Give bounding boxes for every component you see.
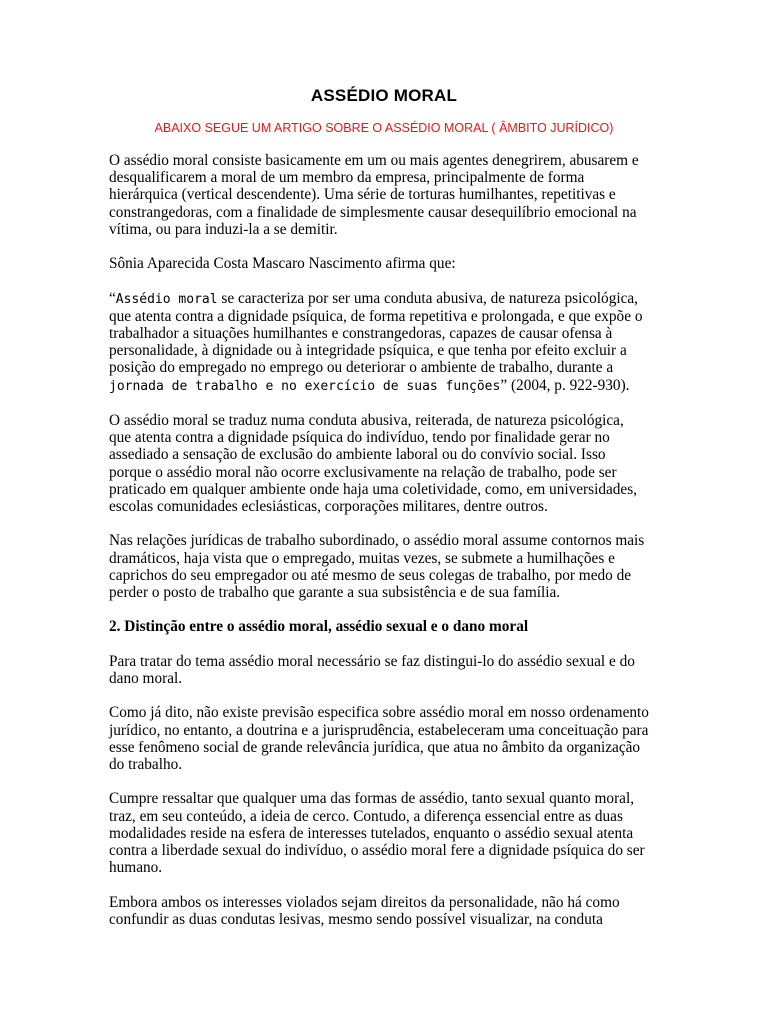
quote-close: ” (2004, p. 922-930).: [500, 376, 630, 394]
paragraph-difference: Cumpre ressaltar que qualquer uma das formas de assédio, tanto sexual quanto moral, traz, em seu conteúdo, a ideia de cerco. Contudo, a diferença essencial entre as duas modalidades reside na esfera de interesses tutelados, enquanto o assédio sexual atenta contra a liberdade sexual do indivíduo, o assédio moral fere a dignidade psíquica do ser humano.: [109, 790, 645, 877]
paragraph-legal-framework: Como já dito, não existe previsão especifica sobre assédio moral em nosso ordenamento jurídico, no entanto, a doutrina e a jurisprudência, estabeleceram uma conceituação para esse fenômeno social de grande relevância jurídica, que atua no âmbito da organização do trabalho.: [109, 704, 649, 773]
quote-body: se caracteriza por ser uma conduta abusiva, de natureza psicológica, que atenta contra a dignidade psíquica, de forma repetitiva e prolongada, e que expõe o trabalhador a situações humilhantes e constrangedoras, capazes de causar ofensa à personalidade, à dignidade ou à integridade psíquica, e que tenha por efeito excluir a posição do empregado no emprego ou deteriorar o ambiente de trabalho, durante a: [109, 289, 643, 377]
paragraph-distinguish: Para tratar do tema assédio moral necessário se faz distingui-lo do assédio sexual e do dano moral.: [109, 652, 635, 687]
document-subtitle: ABAIXO SEGUE UM ARTIGO SOBRE O ASSÉDIO MORAL ( ÂMBITO JURÍDICO): [154, 121, 614, 135]
section-heading: 2. Distinção entre o assédio moral, assédio sexual e o dano moral: [109, 618, 529, 636]
paragraph-personality-rights: Embora ambos os interesses violados sejam direitos da personalidade, não há como confundir as duas condutas lesivas, mesmo sendo possível visualizar, na conduta: [109, 893, 620, 928]
quote-lead: Assédio moral: [115, 291, 218, 307]
paragraph-citation-intro: Sônia Aparecida Costa Mascaro Nascimento afirma que:: [109, 255, 456, 273]
paragraph-conduct: O assédio moral se traduz numa conduta abusiva, reiterada, de natureza psicológica, que atenta contra a dignidade psíquica do indivíduo, tendo por finalidade gerar no assediado a sensação de exclusão do ambiente laboral ou do convívio social. Isso porque o assédio moral não ocorre exclusivamente na relação de trabalho, pode ser praticado em qualquer ambiente onde haja uma coletividade, como, em universidades, escolas comunidades eclesiásticas, corporações militares, dentre outros.: [109, 412, 637, 516]
paragraph-labor-relations: Nas relações jurídicas de trabalho subordinado, o assédio moral assume contornos mais dramáticos, haja vista que o empregado, muitas vezes, se submete a humilhações e caprichos do seu empregador ou até mesmo de seus colegas de trabalho, por medo de perder o posto de trabalho que garante a sua subsistência e de sua família.: [109, 532, 645, 602]
quote-open: “: [109, 289, 116, 307]
quote-tail: jornada de trabalho e no exercício de suas funções: [109, 378, 501, 394]
paragraph-definition: O assédio moral consiste basicamente em um ou mais agentes denegrirem, abusarem e desqualificarem a moral de um membro da empresa, principalmente de forma hierárquica (vertical descendente). Uma série de torturas humilhantes, repetitivas e constrangedoras, com a finalidade de simplesmente causar desequilíbrio emocional na vítima, ou para induzi-la a se demitir.: [109, 152, 639, 238]
document-title: ASSÉDIO MORAL: [310, 86, 458, 105]
document-body: [109, 152, 649, 945]
paragraph-quotation: [109, 290, 649, 395]
